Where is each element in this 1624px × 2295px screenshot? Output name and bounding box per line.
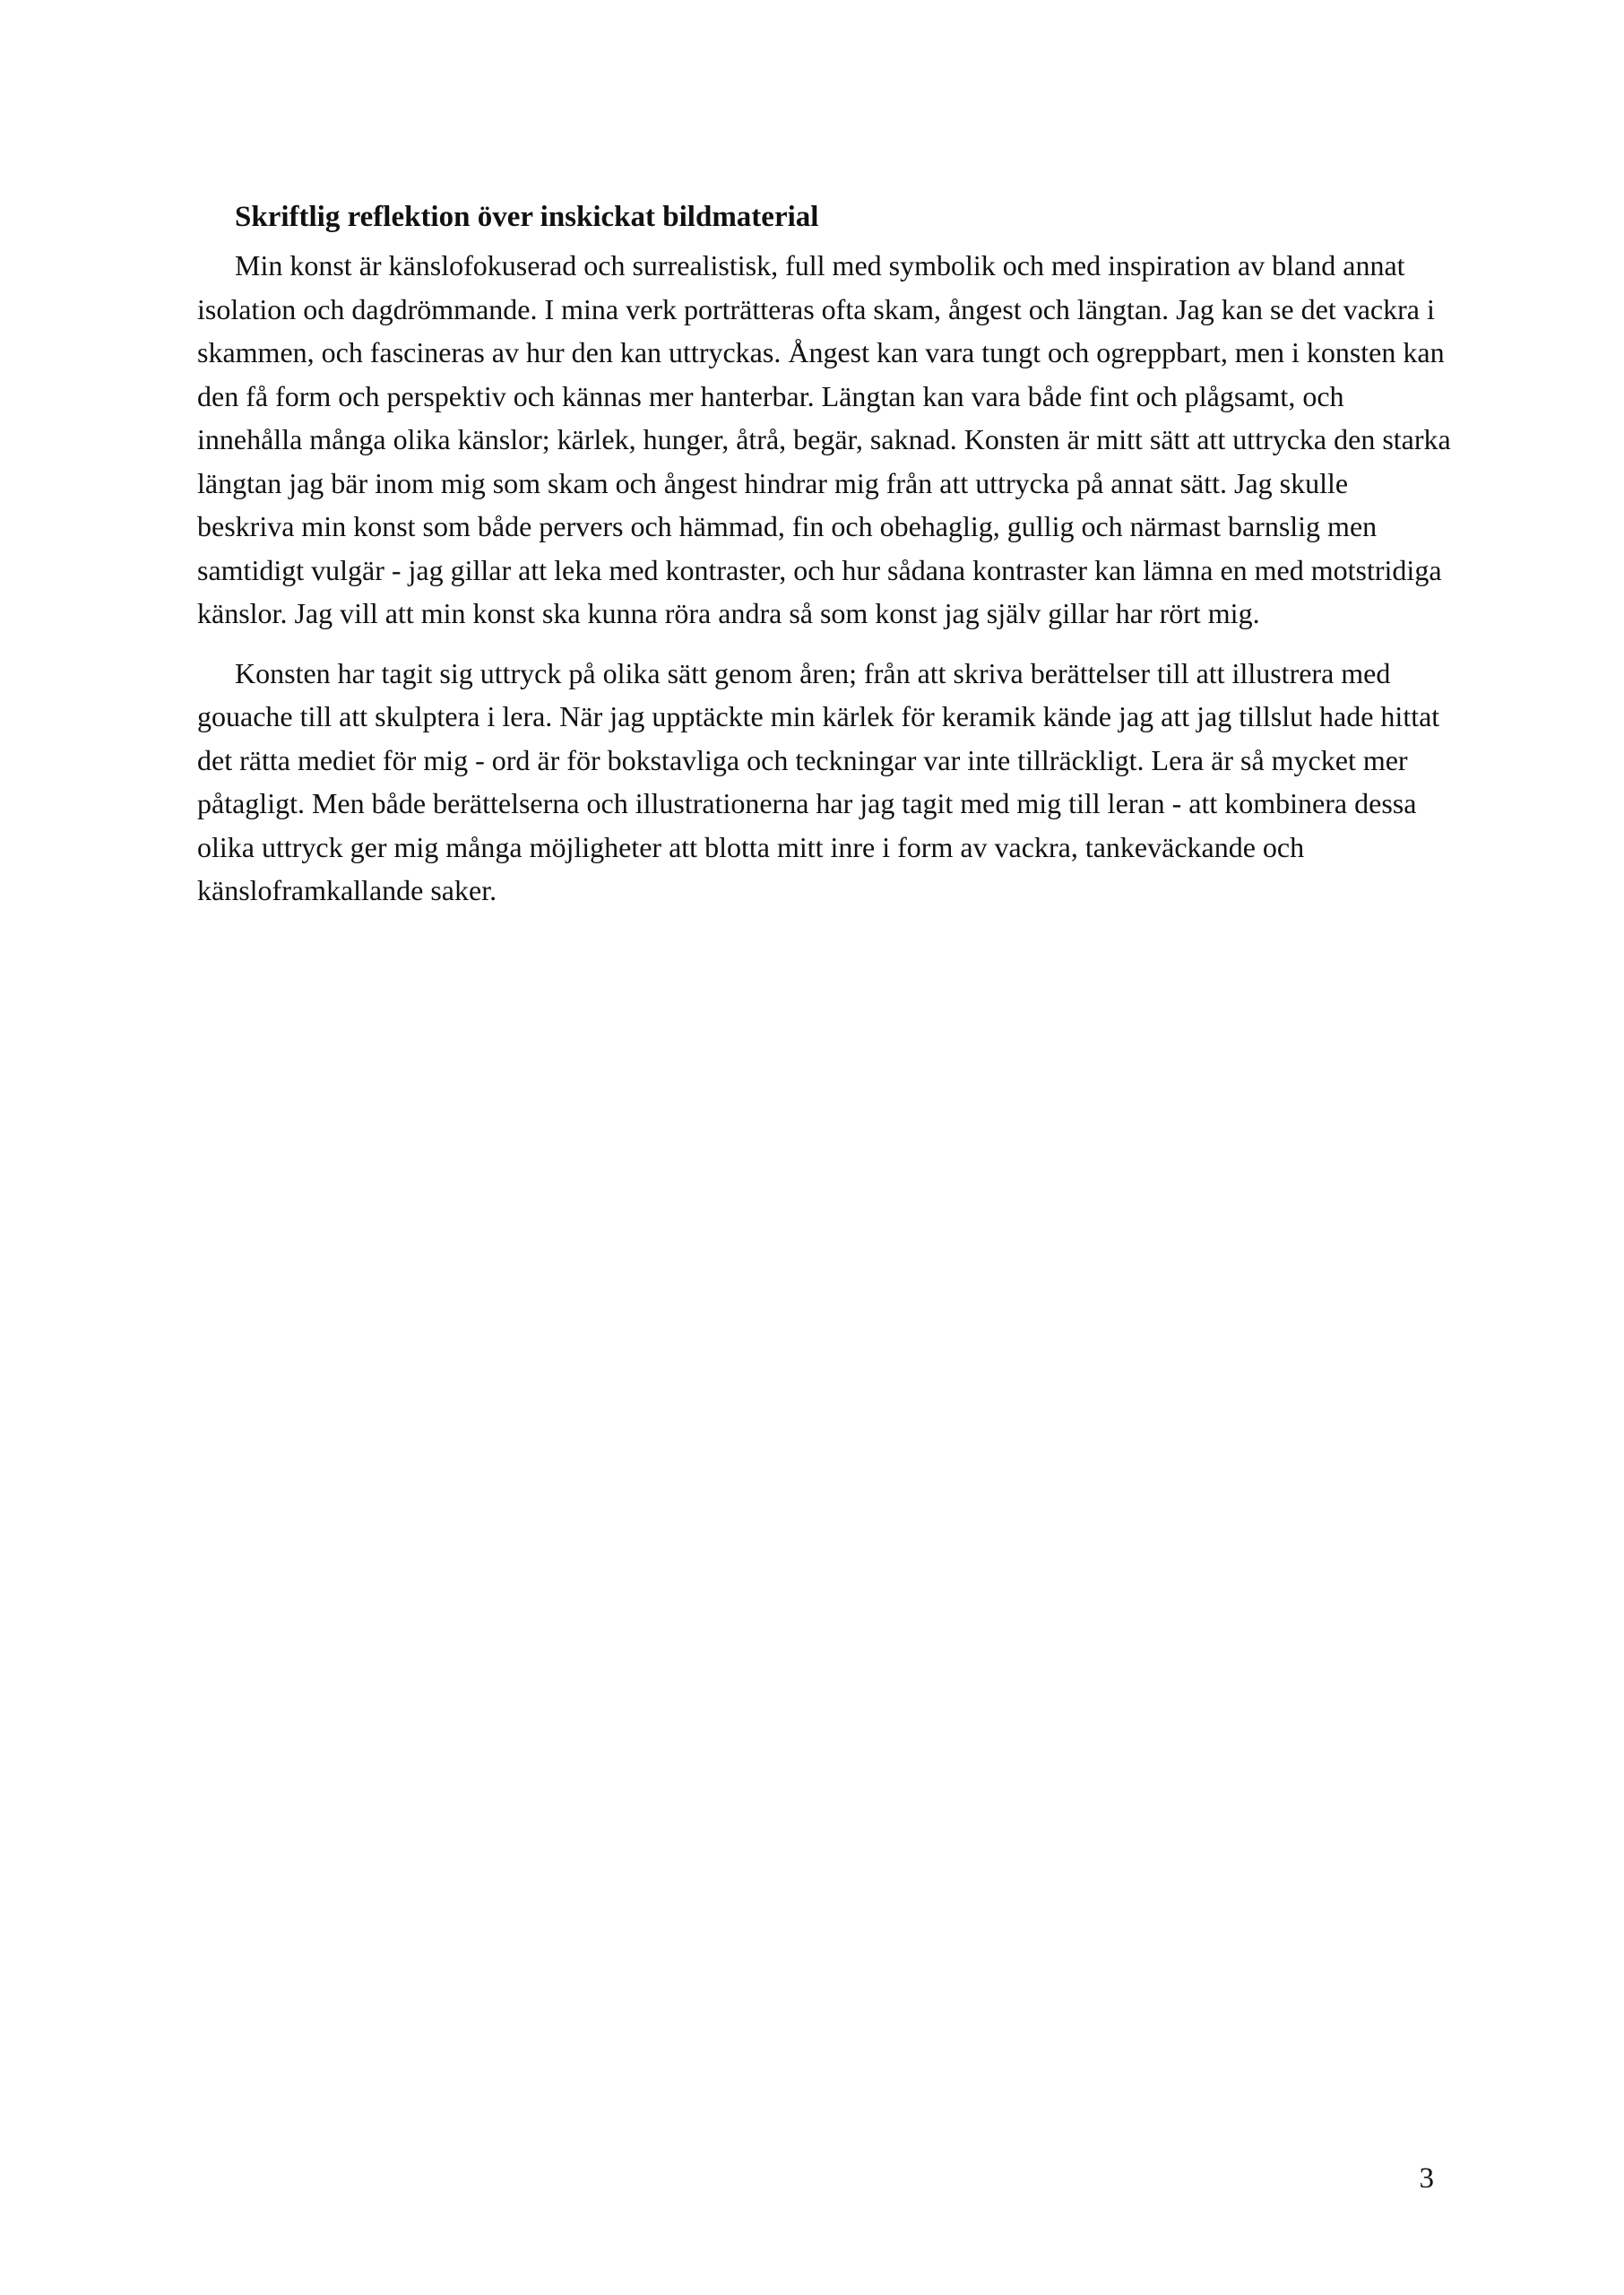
page-number: 3 (1419, 2162, 1434, 2195)
document-body (197, 195, 1452, 929)
paragraph-1: Min konst är känslofokuserad och surrealistisk, full med symbolik och med inspiration av bland annat isolation och dagdrömmande. I mina verk porträtteras ofta skam, ångest och längtan. Jag kan se det vackra i skammen, och fascineras av hur den kan uttryckas. Ångest kan vara tungt och ogreppbart, men i konsten kan den få form och perspektiv och kännas mer hanterbar. Längtan kan vara både fint och plågsamt, och innehålla många olika känslor; kärlek, hunger, åtrå, begär, saknad. Konsten är mitt sätt att uttrycka den starka längtan jag bär inom mig som skam och ångest hindrar mig från att uttrycka på annat sätt. Jag skulle beskriva min konst som både pervers och hämmad, fin och obehaglig, gullig och närmast barnslig men samtidigt vulgär - jag gillar att leka med kontraster, och hur sådana kontraster kan lämna en med motstridiga känslor. Jag vill att min konst ska kunna röra andra så som konst jag själv gillar har rört mig. (197, 249, 1451, 629)
paragraph-2: Konsten har tagit sig uttryck på olika sätt genom åren; från att skriva berättelser till att illustrera med gouache till att skulptera i lera. När jag upptäckte min kärlek för keramik kände jag att jag tillslut hade hittat det rätta mediet för mig - ord är för bokstavliga och teckningar var inte tillräckligt. Lera är så mycket mer påtagligt. Men både berättelserna och illustrationerna har jag tagit med mig till leran - att kombinera dessa olika uttryck ger mig många möjligheter att blotta mitt inre i form av vackra, tankeväckande och känsloframkallande saker. (197, 656, 1440, 906)
document-heading: Skriftlig reflektion över inskickat bildmaterial (235, 201, 819, 233)
